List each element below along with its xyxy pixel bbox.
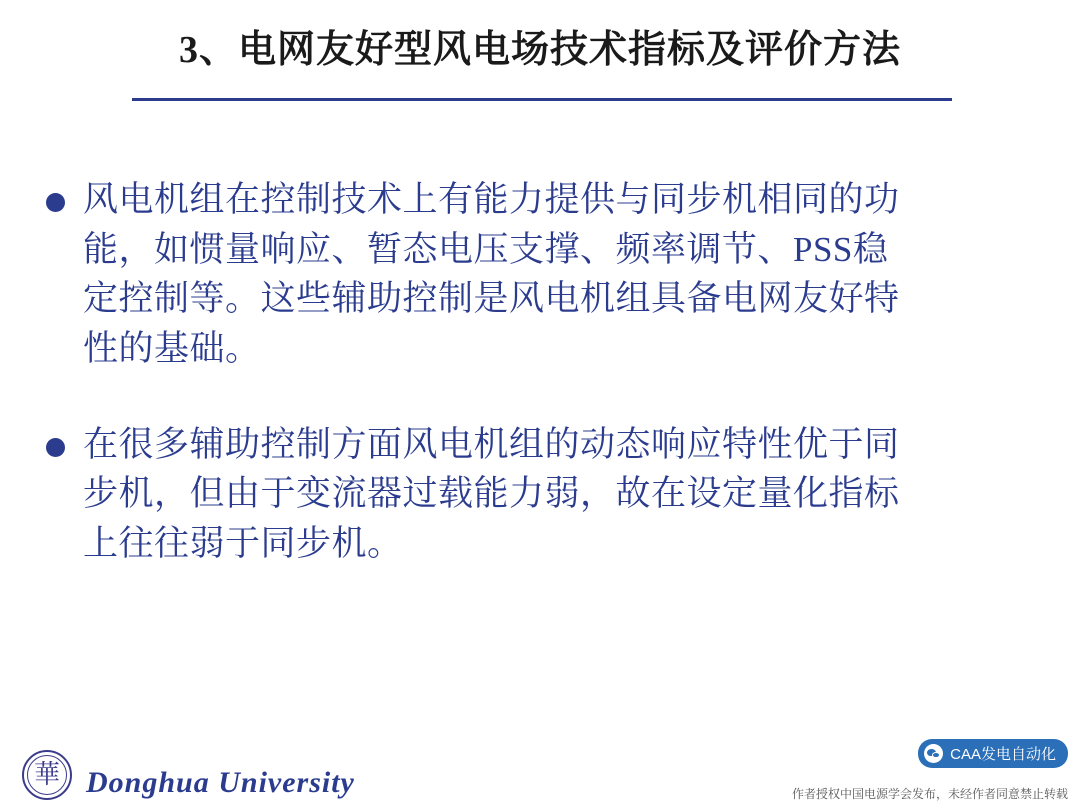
bullet-text: 在很多辅助控制方面风电机组的动态响应特性优于同步机，但由于变流器过载能力弱，故在设定量化指标上往往弱于同步机。 [83, 424, 900, 564]
bullet-dot-icon [46, 438, 65, 457]
list-item [46, 175, 1036, 374]
bullet-dot-icon [46, 193, 65, 212]
seal-glyph: 華 [33, 760, 60, 789]
wechat-account-badge [918, 739, 1068, 768]
wechat-icon [924, 744, 943, 763]
bullet-list [46, 175, 1036, 615]
page-title: 3、电网友好型风电场技术指标及评价方法 [178, 29, 901, 71]
slide-title-container [0, 28, 1080, 74]
bullet-text: 风电机组在控制技术上有能力提供与同步机相同的功能，如惯量响应、暂态电压支撑、频率调节、PSS稳定控制等。这些辅助控制是风电机组具备电网友好特性的基础。 [83, 180, 900, 369]
title-underline-divider [132, 98, 952, 101]
university-name: Donghua University [86, 766, 355, 799]
wechat-account-label: CAA发电自动化 [950, 746, 1056, 763]
university-seal-icon [22, 750, 74, 802]
copyright-notice: 作者授权中国电源学会发布，未经作者同意禁止转载 [791, 787, 1068, 801]
list-item [46, 420, 1036, 569]
